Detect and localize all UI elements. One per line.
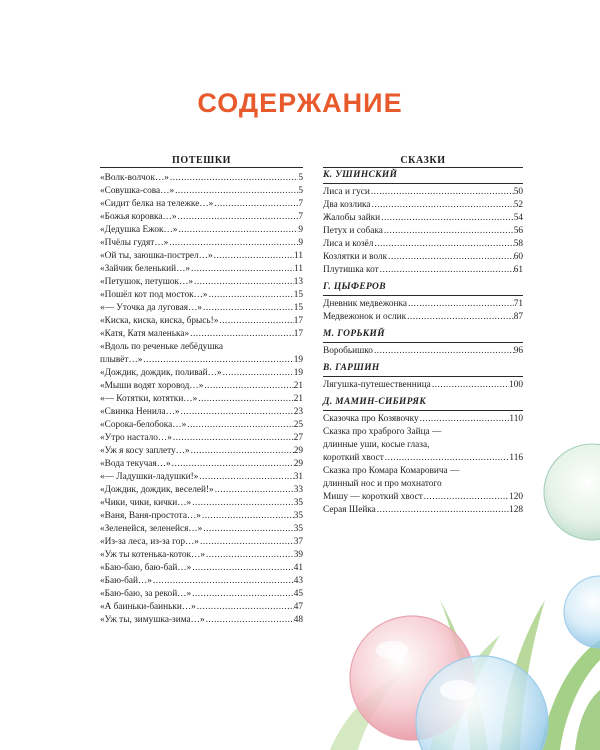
toc-entry-page: 87 [513,312,523,322]
toc-entry[interactable] [323,199,523,212]
toc-entry[interactable] [100,536,303,549]
dot-leader [177,224,298,237]
toc-entry[interactable] [100,185,303,198]
toc-entry-title: «Петушок, петушок…» [100,277,194,287]
grass-blades [330,600,600,750]
toc-entry-line [100,250,303,263]
dot-leader [431,379,509,392]
toc-entry-title: «Уж я косу заплету…» [100,446,190,456]
toc-entry-title: «Баю-баю, за рекой…» [100,589,192,599]
toc-entry-title: «А баиньки-баиньки…» [100,602,196,612]
dot-leader [406,311,514,324]
toc-entry-page: 7 [298,199,303,209]
bubble-right-edge [564,576,600,648]
dot-leader [376,504,509,517]
toc-entry-page: 128 [509,505,523,515]
toc-entry[interactable] [100,458,303,471]
toc-entry[interactable] [100,614,303,627]
skazki-sections [323,168,523,517]
toc-entry-title: Жалобы зайки [323,213,381,223]
toc-entry-title: Сказочка про Козявочку [323,414,419,424]
toc-entry[interactable] [100,601,303,614]
dot-leader [208,289,294,302]
toc-entry-page: 116 [509,453,523,463]
dot-leader [174,185,298,198]
author-section [323,392,523,517]
toc-entry-title: «Мыши водят хоровод…» [100,381,204,391]
toc-entry-title: «Ваня, Ваня-простота…» [100,511,201,521]
toc-entry-line [100,328,303,341]
toc-entry-page: 5 [298,173,303,183]
toc-entry-line [323,345,523,358]
toc-entry-title: Воробьишко [323,346,373,356]
toc-entry-line [323,491,523,504]
dot-leader [384,452,510,465]
toc-entry-page: 58 [513,239,523,249]
toc-entry-title: Серая Шейка [323,505,376,515]
author-name: Г. ЦЫФЕРОВ [323,277,523,296]
toc-entry-page: 61 [513,265,523,275]
toc-entry[interactable] [100,237,303,250]
toc-entry-page: 19 [293,368,303,378]
toc-entry-title: «Уж ты котенька-коток…» [100,550,205,560]
dot-leader [423,491,509,504]
toc-entry[interactable] [100,510,303,523]
toc-entry-line [323,238,523,251]
toc-entry-title: «Зеленейся, зеленейся…» [100,524,203,534]
author-name: Д. МАМИН-СИБИРЯК [323,392,523,411]
toc-entry-title: «Сорока-белобока…» [100,420,187,430]
toc-entry-page: 47 [293,602,303,612]
dot-leader [180,406,294,419]
toc-entry-line [323,186,523,199]
author-entries [323,345,523,358]
toc-entry-page: 52 [513,200,523,210]
toc-entry-page: 23 [293,407,303,417]
toc-entry-line [323,199,523,212]
dot-leader [213,250,294,263]
dot-leader [190,263,294,276]
toc-entry[interactable] [100,328,303,341]
toc-entry-page: 48 [293,615,303,625]
dot-leader [380,212,514,225]
toc-entry-title: Лягушка-путешественница [323,380,431,390]
toc-entry-line [100,510,303,523]
toc-entry[interactable] [100,432,303,445]
toc-entry-title-line: «Вдоль по реченьке лебёдушка [100,342,223,352]
dot-leader [203,380,293,393]
toc-entry-title: «Зайчик беленький…» [100,264,191,274]
toc-entry-page: 37 [293,537,303,547]
toc-entry[interactable] [100,172,303,185]
toc-entry[interactable] [100,250,303,263]
toc-entry[interactable] [323,311,523,324]
toc-entry-title: Мишу — короткий хвост [323,492,423,502]
toc-entry-page: 35 [293,498,303,508]
toc-entry-line [100,549,303,562]
toc-entry[interactable] [100,497,303,510]
dot-leader [199,536,294,549]
toc-entry-line [100,198,303,211]
dot-leader [373,345,514,358]
dot-leader [205,614,294,627]
toc-entry-page: 5 [298,186,303,196]
toc-entry-line [100,393,303,406]
toc-entry-title: «Утро настало…» [100,433,172,443]
toc-entry-page: 29 [293,446,303,456]
toc-entry[interactable] [100,523,303,536]
toc-entry[interactable] [100,211,303,224]
toc-entry-line [100,523,303,536]
toc-entry-line [100,471,303,484]
toc-entry[interactable] [100,588,303,601]
toc-entry-line [100,458,303,471]
toc-entry-title: Петух и собака [323,226,383,236]
dot-leader [202,302,294,315]
author-section [323,358,523,392]
toc-entry-title: «Баю-баю, баю-бай…» [100,563,192,573]
toc-entry-line [100,601,303,614]
toc-entry-page: 15 [293,290,303,300]
potеshki-heading: ПОТЕШКИ [100,154,303,168]
toc-entry-page: 41 [293,563,303,573]
toc-entry[interactable] [100,263,303,276]
toc-entry[interactable] [100,341,303,367]
author-section [323,324,523,358]
toc-entry-page: 25 [293,420,303,430]
dot-leader [198,471,293,484]
author-name: В. ГАРШИН [323,358,523,377]
toc-entry-title: «Из-за леса, из-за гор…» [100,537,199,547]
toc-entry[interactable] [100,380,303,393]
toc-entry[interactable] [100,575,303,588]
author-entries [323,298,523,324]
toc-entry-title: «Пчёлы гудят…» [100,238,169,248]
toc-entry[interactable] [100,393,303,406]
toc-entry-title: «Вода текучая…» [100,459,171,469]
toc-entry-title: «Уж ты, зимушка-зима…» [100,615,205,625]
toc-entry-title: «Дождик, дождик, веселей!» [100,485,214,495]
toc-entry-title: «Ой ты, заюшка-пострел…» [100,251,213,261]
toc-entry-title: Дневник медвежонка [323,299,408,309]
toc-entry[interactable] [100,445,303,458]
author-name: К. УШИНСКИЙ [323,168,523,184]
toc-entry-line [100,367,303,380]
toc-entry-title: Лиса и гуси [323,187,370,197]
author-section [323,168,523,277]
toc-entry-line [100,172,303,185]
toc-entry-page: 33 [293,485,303,495]
toc-entry[interactable] [323,225,523,238]
dot-leader [419,413,510,426]
toc-entry[interactable] [100,484,303,497]
toc-entry-line [100,354,303,367]
toc-entry-title: Козлятки и волк [323,252,388,262]
toc-entry[interactable] [100,315,303,328]
toc-entry-line [100,419,303,432]
dot-leader [168,237,298,250]
toc-entry-page: 13 [293,277,303,287]
toc-entry-line [323,311,523,324]
dot-leader [201,510,294,523]
dot-leader [193,276,294,289]
toc-entry-line [100,263,303,276]
dot-leader [177,211,299,224]
toc-entry[interactable] [100,198,303,211]
dot-leader [191,562,293,575]
toc-entry-line [100,484,303,497]
toc-entry-title: «Дедушка Ежок…» [100,225,178,235]
dot-leader [383,225,514,238]
toc-entry-line [100,224,303,237]
toc-entry-line [100,432,303,445]
dot-leader [202,523,293,536]
toc-entry[interactable] [100,289,303,302]
toc-entry-title: Плутишка кот [323,265,379,275]
toc-entry-line [323,264,523,277]
toc-entry[interactable] [323,264,523,277]
toc-entry-line [323,251,523,264]
toc-entry-line [100,185,303,198]
dot-leader [387,251,514,264]
bubble-pink [350,616,474,740]
toc-entry-title: «Дождик, дождик, поливай…» [100,368,222,378]
dot-leader [197,393,293,406]
toc-entry-page: 110 [509,414,523,424]
toc-entry[interactable] [323,345,523,358]
toc-entry[interactable] [323,465,523,504]
toc-entry[interactable] [100,562,303,575]
toc-entry-line [323,298,523,311]
dot-leader [222,367,294,380]
page-title: СОДЕРЖАНИЕ [197,88,403,118]
toc-entry-page: 45 [293,589,303,599]
toc-entry[interactable] [100,406,303,419]
toc-entry-page: 27 [293,433,303,443]
dot-leader [379,264,514,277]
dot-leader [213,198,298,211]
toc-entry-title: Лиса и козёл [323,239,374,249]
toc-entry-page: 39 [293,550,303,560]
toc-entry-line [323,225,523,238]
toc-entry-page: 35 [293,511,303,521]
dot-leader [169,172,298,185]
toc-entry-line [100,302,303,315]
toc-entry-page: 100 [509,380,523,390]
toc-entry-title: «Киска, киска, киска, брысь!» [100,316,219,326]
toc-entry[interactable] [323,379,523,392]
toc-entry-page: 9 [298,238,303,248]
dot-leader [191,588,294,601]
toc-entry[interactable] [100,471,303,484]
dot-leader [152,575,294,588]
toc-entry-page: 29 [293,459,303,469]
toc-entry-page: 56 [513,226,523,236]
toc-entry-page: 11 [294,264,303,274]
toc-entry-line [100,211,303,224]
toc-entry-line [323,212,523,225]
toc-entry-page: 9 [298,225,303,235]
toc-entry-line [323,504,523,517]
skazki-column [323,154,523,517]
toc-entry-page: 96 [513,346,523,356]
toc-entry-title: «Сидит белка на тележке…» [100,199,214,209]
toc-entry-page: 17 [293,316,303,326]
dot-leader [172,432,294,445]
toc-entry-line [100,380,303,393]
author-entries [323,413,523,517]
toc-entry-title-line: длинные уши, косые глаза, [323,440,430,450]
bubble-blue-large [416,656,548,750]
dot-leader [191,497,294,510]
author-entries [323,186,523,277]
toc-entry[interactable] [323,413,523,426]
dot-leader [370,186,514,199]
toc-entry-page: 7 [298,212,303,222]
dot-leader [373,238,513,251]
toc-entry-title: Медвежонок и ослик [323,312,407,322]
toc-entry-page: 15 [293,303,303,313]
toc-entry-line [100,276,303,289]
toc-entry[interactable] [323,238,523,251]
dot-leader [214,484,294,497]
toc-entry-page: 19 [293,355,303,365]
toc-entry-line [100,497,303,510]
toc-entry-page: 120 [509,492,523,502]
toc-entry[interactable] [323,504,523,517]
toc-entry-line [100,588,303,601]
toc-entry-title: «Катя, Катя маленька» [100,329,190,339]
toc-entry-line [323,379,523,392]
toc-entry[interactable] [100,302,303,315]
toc-entry-title: «Свинка Ненила…» [100,407,180,417]
toc-entry-title: «— Ладушки-ладушки!» [100,472,199,482]
author-name: М. ГОРЬКИЙ [323,324,523,343]
dot-leader [171,458,294,471]
toc-entry-line [100,289,303,302]
toc-entry-line [100,237,303,250]
toc-entry-title: «Пошёл кот под мосток…» [100,290,208,300]
toc-entry[interactable] [100,276,303,289]
toc-entry-page: 21 [293,381,303,391]
bubble-top-right [544,444,600,540]
toc-entry-title: «Баю-бай…» [100,576,152,586]
toc-entry-page: 60 [513,252,523,262]
toc-entry[interactable] [323,251,523,264]
toc-entry-title: «— Котятки, котятки…» [100,394,198,404]
toc-entry-title-line: длинный нос и про мохнатого [323,479,442,489]
toc-entry-page: 31 [293,472,303,482]
toc-entry[interactable] [323,298,523,311]
toc-entry-line [323,452,523,465]
toc-entry[interactable] [323,212,523,225]
dot-leader [196,601,294,614]
toc-entry-title: плывёт…» [100,355,143,365]
toc-entry-title: «— Уточка да луговая…» [100,303,203,313]
author-entries [323,379,523,392]
toc-entry-page: 43 [293,576,303,586]
toc-entry-line [100,614,303,627]
toc-entry-page: 50 [513,187,523,197]
dot-leader [186,419,293,432]
toc-entry[interactable] [100,419,303,432]
dot-leader [205,549,294,562]
toc-entry-title-line: Сказка про Комара Комаровича — [323,466,460,476]
toc-entry-page: 71 [513,299,523,309]
toc-entry-title: «Волк-волчок…» [100,173,169,183]
toc-entry-line [100,536,303,549]
dot-leader [189,328,294,341]
potеshki-list [100,168,303,627]
toc-entry-page: 21 [293,394,303,404]
toc-entry[interactable] [100,224,303,237]
toc-entry[interactable] [323,186,523,199]
toc-entry-line [100,445,303,458]
toc-entry-page: 54 [513,213,523,223]
dot-leader [371,199,514,212]
potеshki-column [100,154,303,627]
toc-entry-line [100,406,303,419]
toc-entry-title: «Чики, чики, кички…» [100,498,192,508]
dot-leader [407,298,514,311]
toc-entry-title: «Божья коровка…» [100,212,177,222]
toc-entry-line [323,413,523,426]
toc-entry-title-line: Сказка про храброго Зайца — [323,427,442,437]
toc-entry-title: короткий хвост [323,453,384,463]
toc-entry-page: 35 [293,524,303,534]
toc-entry[interactable] [323,426,523,465]
toc-entry-line [100,562,303,575]
toc-entry[interactable] [100,549,303,562]
toc-entry-page: 11 [294,251,303,261]
toc-entry-title: «Совушка-сова…» [100,186,175,196]
dot-leader [190,445,294,458]
toc-entry-page: 17 [293,329,303,339]
dot-leader [218,315,293,328]
author-section [323,277,523,324]
dot-leader [142,354,293,367]
toc-entry-line [100,315,303,328]
toc-entry-title: Два козлика [323,200,371,210]
skazki-heading: СКАЗКИ [323,154,523,168]
toc-entry-line [100,575,303,588]
toc-entry[interactable] [100,367,303,380]
